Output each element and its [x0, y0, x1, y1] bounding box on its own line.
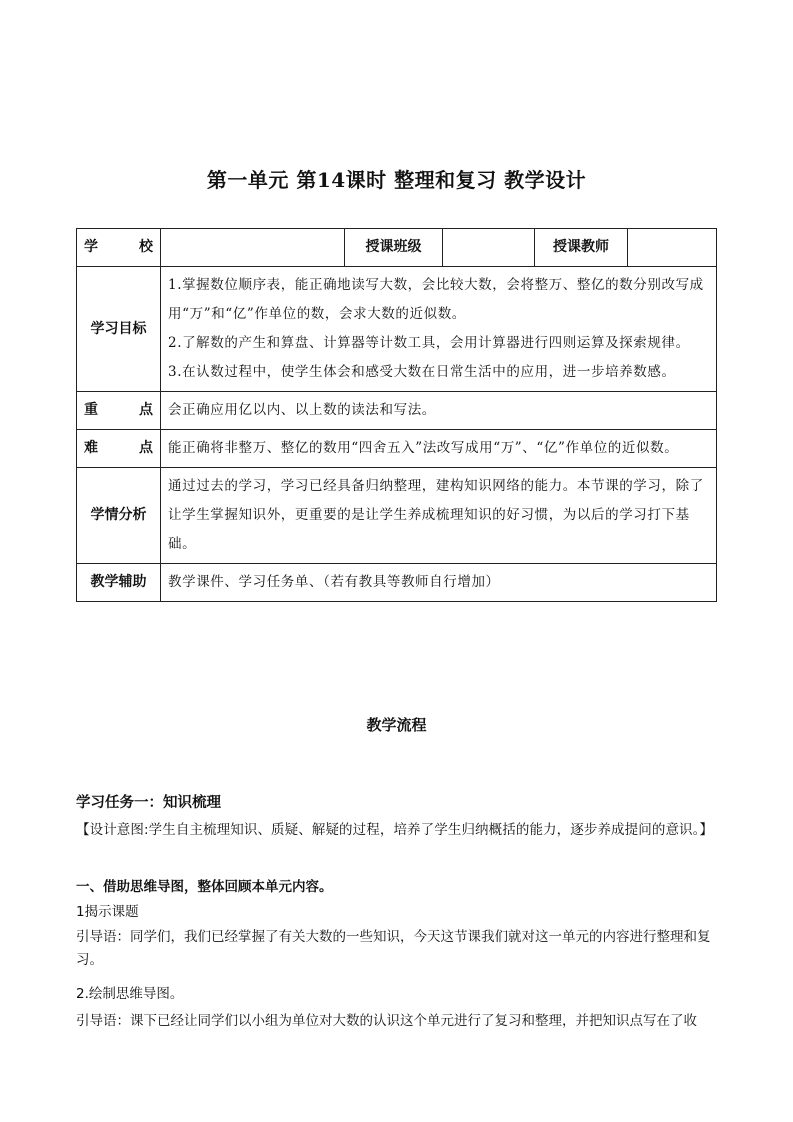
- school-label: 学 校: [77, 229, 161, 267]
- teacher-label: 授课教师: [535, 229, 628, 267]
- goal-item: 3.在认数过程中，使学生体会和感受大数在日常生活中的应用，进一步培养数感。: [168, 364, 676, 380]
- analysis-label: 学情分析: [77, 468, 161, 564]
- task1-title: 学习任务一：知识梳理: [76, 795, 221, 811]
- design-intent: 【设计意图:学生自主梳理知识、质疑、解疑的过程，培养了学生归纳概括的能力，逐步养成提问的意识。】: [76, 822, 714, 838]
- analysis-cell: [161, 468, 717, 564]
- aids-label: 教学辅助: [77, 564, 161, 602]
- difficulty-value: 能正确将非整万、整亿的数用“四舍五入”法改写成用“万”、“亿”作单位的近似数。: [168, 440, 679, 456]
- key-cell: [161, 392, 717, 430]
- aids-value: 教学课件、学习任务单、（若有教具等教师自行增加）: [168, 574, 500, 590]
- step1-text: 1揭示课题: [76, 904, 139, 920]
- difficulty-label: 难 点: [77, 430, 161, 468]
- guide1-text: 引导语：同学们，我们已经掌握了有关大数的一些知识，今天这节课我们就对这一单元的内容进行整理和复习。: [76, 929, 711, 968]
- table-row-aids: [77, 564, 717, 602]
- difficulty-cell: [161, 430, 717, 468]
- document-title: 第一单元 第14课时 整理和复习 教学设计: [206, 168, 587, 192]
- goal-item: 1.掌握数位顺序表，能正确地读写大数，会比较大数，会将整万、整亿的数分别改写成用“万”和“亿”作单位的数，会求大数的近似数。: [168, 277, 704, 322]
- table-row-analysis: [77, 468, 717, 564]
- goals-label: 学习目标: [77, 267, 161, 392]
- lesson-info-table: [76, 228, 717, 602]
- teacher-value: [628, 229, 717, 267]
- table-row-goals: [77, 267, 717, 392]
- flow-title: 教学流程: [366, 716, 427, 734]
- table-row-key: [77, 392, 717, 430]
- goal-item: 2.了解数的产生和算盘、计算器等计数工具，会用计算器进行四则运算及探索规律。: [168, 335, 690, 351]
- aids-cell: [161, 564, 717, 602]
- goals-cell: [161, 267, 717, 392]
- school-value: [161, 229, 345, 267]
- guide2-text: 引导语：课下已经让同学们以小组为单位对大数的认识这个单元进行了复习和整理，并把知识点写在了收: [76, 1013, 697, 1029]
- analysis-value: 通过过去的学习，学习已经具备归纳整理，建构知识网络的能力。本节课的学习，除了让学生掌握知识外，更重要的是让学生养成梳理知识的好习惯，为以后的学习打下基础。: [168, 478, 704, 552]
- table-row-header: [77, 229, 717, 267]
- part1-title: 一、借助思维导图，整体回顾本单元内容。: [76, 879, 333, 895]
- table-row-difficulty: [77, 430, 717, 468]
- key-label: 重 点: [77, 392, 161, 430]
- class-value: [443, 229, 535, 267]
- step2-text: 2.绘制思维导图。: [76, 986, 184, 1002]
- class-label: 授课班级: [345, 229, 443, 267]
- key-value: 会正确应用亿以内、以上数的读法和写法。: [168, 402, 436, 418]
